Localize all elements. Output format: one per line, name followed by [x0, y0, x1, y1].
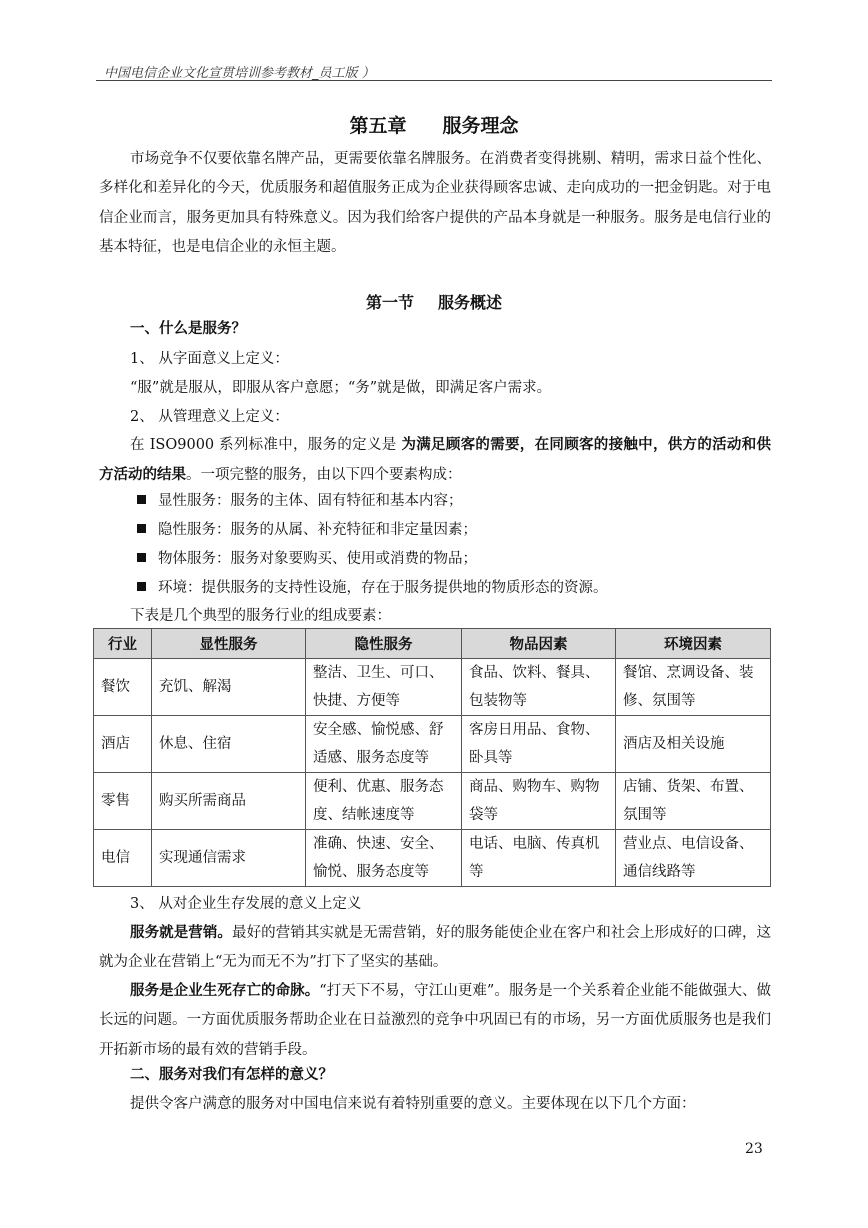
chapter-number: 第五章	[349, 115, 407, 137]
table-row	[94, 830, 771, 887]
table-cell: 充饥、解渴	[152, 659, 306, 716]
column-header: 环境因素	[616, 629, 771, 659]
square-bullet-icon	[137, 553, 146, 562]
table-cell: 店铺、货架、布置、氛围等	[616, 773, 771, 830]
lifeline-text: “打天下不易，守江山更难”。服务是一个关系着企业能不能做强大、做长远的问题。一方面优质服务帮助企业在日益激烈的竞争中巩固已有的市场，另一方面优质服务也是我们开拓新市场的最有效的营销手段。	[99, 983, 772, 1058]
table-cell: 电信	[94, 830, 152, 887]
table-cell: 客房日用品、食物、卧具等	[462, 716, 616, 773]
list-item: 环境：提供服务的支持性设施，存在于服务提供地的物质形态的资源。	[137, 577, 608, 599]
table-cell: 餐馆、烹调设备、装修、氛围等	[616, 659, 771, 716]
table-cell: 营业点、电信设备、通信线路等	[616, 830, 771, 887]
table-cell: 实现通信需求	[152, 830, 306, 887]
lifeline-lead: 服务是企业生死存亡的命脉。	[130, 982, 320, 999]
table-cell: 准确、快速、安全、愉悦、服务态度等	[306, 830, 462, 887]
def2-intro: 在 ISO9000 系列标准中，服务的定义是	[130, 437, 402, 453]
column-header: 显性服务	[152, 629, 306, 659]
table-cell: 电话、电脑、传真机等	[462, 830, 616, 887]
table-cell: 购买所需商品	[152, 773, 306, 830]
list-item: 物体服务：服务对象要购买、使用或消费的物品；	[137, 548, 477, 570]
section-name: 服务概述	[438, 293, 503, 312]
part2-text: 提供令客户满意的服务对中国电信来说有着特别重要的意义。主要体现在以下几个方面：	[130, 1096, 696, 1112]
def1-text: “服”就是服从，即服从客户意愿；“务”就是做，即满足客户需求。	[130, 380, 552, 396]
service-elements-table	[93, 628, 771, 887]
table-row	[94, 716, 771, 773]
section-number: 第一节	[365, 293, 414, 312]
column-header: 物品因素	[462, 629, 616, 659]
table-row	[94, 773, 771, 830]
table-cell: 整洁、卫生、可口、快捷、方便等	[306, 659, 462, 716]
table-cell: 零售	[94, 773, 152, 830]
def2-paragraph	[99, 430, 771, 491]
column-header: 行业	[94, 629, 152, 659]
marketing-paragraph	[99, 918, 771, 978]
table-cell: 食品、饮料、餐具、包装物等	[462, 659, 616, 716]
part2-heading: 二、服务对我们有怎样的意义？	[130, 1067, 333, 1083]
table-cell: 便利、优惠、服务态度、结帐速度等	[306, 773, 462, 830]
table-intro: 下表是几个典型的服务行业的组成要素：	[130, 608, 391, 624]
list-item: 显性服务：服务的主体、固有特征和基本内容；	[137, 490, 463, 512]
def1-label: 1、 从字面意义上定义：	[130, 351, 289, 367]
def2-tail: 。一项完整的服务，由以下四个要素构成：	[186, 467, 462, 484]
def3-label: 3、 从对企业生存发展的意义上定义	[130, 896, 362, 912]
square-bullet-icon	[137, 524, 146, 533]
column-header: 隐性服务	[306, 629, 462, 659]
header-divider	[96, 80, 772, 81]
section-title	[0, 290, 868, 313]
running-header: 中国电信企业文化宣贯培训参考教材_员工版 ）	[104, 66, 375, 81]
page-number: 23	[745, 1141, 763, 1157]
chapter-title	[0, 111, 868, 138]
table-cell: 商品、购物车、购物袋等	[462, 773, 616, 830]
marketing-text: 最好的营销其实就是无需营销，好的服务能使企业在客户和社会上形成好的口碑，这就为企业在营销上“无为而无不为”打下了坚实的基础。	[99, 925, 772, 971]
list-item: 隐性服务：服务的从属、补充特征和非定量因素；	[137, 519, 477, 541]
def2-label: 2、 从管理意义上定义：	[130, 409, 289, 425]
lifeline-paragraph	[99, 976, 771, 1065]
table-cell: 酒店	[94, 716, 152, 773]
table-cell: 酒店及相关设施	[616, 716, 771, 773]
square-bullet-icon	[137, 582, 146, 591]
table-cell: 安全感、愉悦感、舒适感、服务态度等	[306, 716, 462, 773]
table-cell: 休息、住宿	[152, 716, 306, 773]
table-cell: 餐饮	[94, 659, 152, 716]
marketing-lead: 服务就是营销。	[130, 924, 232, 941]
table-header-row	[94, 629, 771, 659]
square-bullet-icon	[137, 495, 146, 504]
def2-definition: 为满足顾客的需要，在同顾客的接触中，供方的活动和供方活动的结果	[99, 436, 771, 484]
intro-paragraph: 市场竞争不仅要依靠名牌产品，更需要依靠名牌服务。在消费者变得挑剔、精明，需求日益个性化、多样化和差异化的今天，优质服务和超值服务正成为企业获得顾客忠诚、走向成功的一把金钥匙。对于电信企业而言，服务更加具有特殊意义。因为我们给客户提供的产品本身就是一种服务。服务是电信行业的基本特征，也是电信企业的永恒主题。	[99, 151, 771, 255]
table-row	[94, 659, 771, 716]
chapter-name: 服务理念	[442, 115, 519, 137]
part1-heading: 一、什么是服务？	[130, 321, 246, 337]
